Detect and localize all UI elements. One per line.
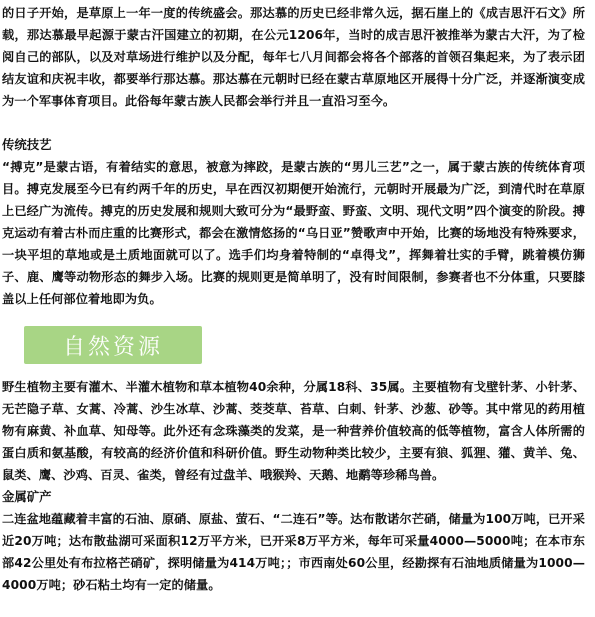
natural-resources-banner [24, 326, 202, 364]
traditional-skills-heading: 传统技艺 [2, 137, 52, 152]
natural-resources-section [0, 376, 595, 596]
traditional-skills-section [0, 134, 595, 310]
minerals-heading: 金属矿产 [2, 489, 52, 504]
natural-resources-banner-title: 自然资源 [62, 334, 163, 360]
plants-paragraph: 野生植物主要有灌木、半灌木植物和草本植物40余种，分属18科、35属。主要植物有戈壁针茅、小针茅、无芒隐子草、女蒿、冷蒿、沙生冰草、沙蒿、茭茭草、苔草、白刺、针茅、沙葱、砂等。其中常见的药用植物有麻黄、补血草、知母等。此外还有念珠藻类的发菜，是一种营养价值较高的低等植物，富含人体所需的蛋白质和氨基酸，有较高的经济价值和科研价值。野生动物种类比较少，主要有狼、狐狸、獾、黄羊、兔、鼠类、鹰、沙鸡、百灵、雀类，曾经有过盘羊、哦猴羚、天鹅、地鹬等珍稀鸟兽。 [2, 380, 585, 482]
intro-section [0, 2, 595, 112]
intro-paragraph: 的日子开始，是草原上一年一度的传统盛会。那达慕的历史已经非常久远，据石崖上的《成吉思汗石文》所载，那达慕最早起源于蒙古汗国建立的初期，在公元1206年，当时的成吉思汗被推举为蒙古大汗，为了检阅自己的部队，以及对草场进行维护以及分配，每年七八月间都会将各个部落的首领召集起来，为了表示团结友谊和庆祝丰收，都要举行那达慕。那达慕在元朝时已经在蒙古草原地区开展得十分广泛，并逐渐演变成为一个军事体育项目。此俗每年蒙古族人民都会举行并且一直沿习至今。 [2, 6, 585, 108]
traditional-skills-paragraph: “搏克”是蒙古语，有着结实的意思，被意为摔跤，是蒙古族的“男儿三艺”之一，属于蒙古族的传统体育项目。搏克发展至今已有约两千年的历史，早在西汉初期便开始流行，元朝时开展最为广泛，到清代时在草原上已经广为流传。搏克的历史发展和规则大致可分为“最野蛮、野蛮、文明、现代文明”四个演变的阶段。搏克运动有着古朴而庄重的比赛形式，都会在激情悠扬的“乌日亚”赞歌声中开始，比赛的场地没有特殊要求，一块平坦的草地或是土质地面就可以了。选手们均身着特制的“卓得戈”，挥舞着壮实的手臂，跳着模仿狮子、鹿、鹰等动物形态的舞步入场。比赛的规则更是简单明了，没有时间限制，参赛者也不分体重，只要膝盖以上任何部位着地即为负。 [2, 160, 585, 306]
minerals-paragraph: 二连盆地蕴藏着丰富的石油、原硝、原盐、萤石、“二连石”等。达布散诺尔芒硝，储量为100万吨，已开采近20万吨；达布散盐湖可采面积12万平方米，已开采8万平方米，每年可采量4000—5000吨；在本市东部42公里处有布拉格芒硝矿，探明储量为414万吨；；市西南处60公里，经勘探有石油地质储量为1000—4000万吨；砂石粘土均有一定的储量。 [2, 512, 585, 592]
